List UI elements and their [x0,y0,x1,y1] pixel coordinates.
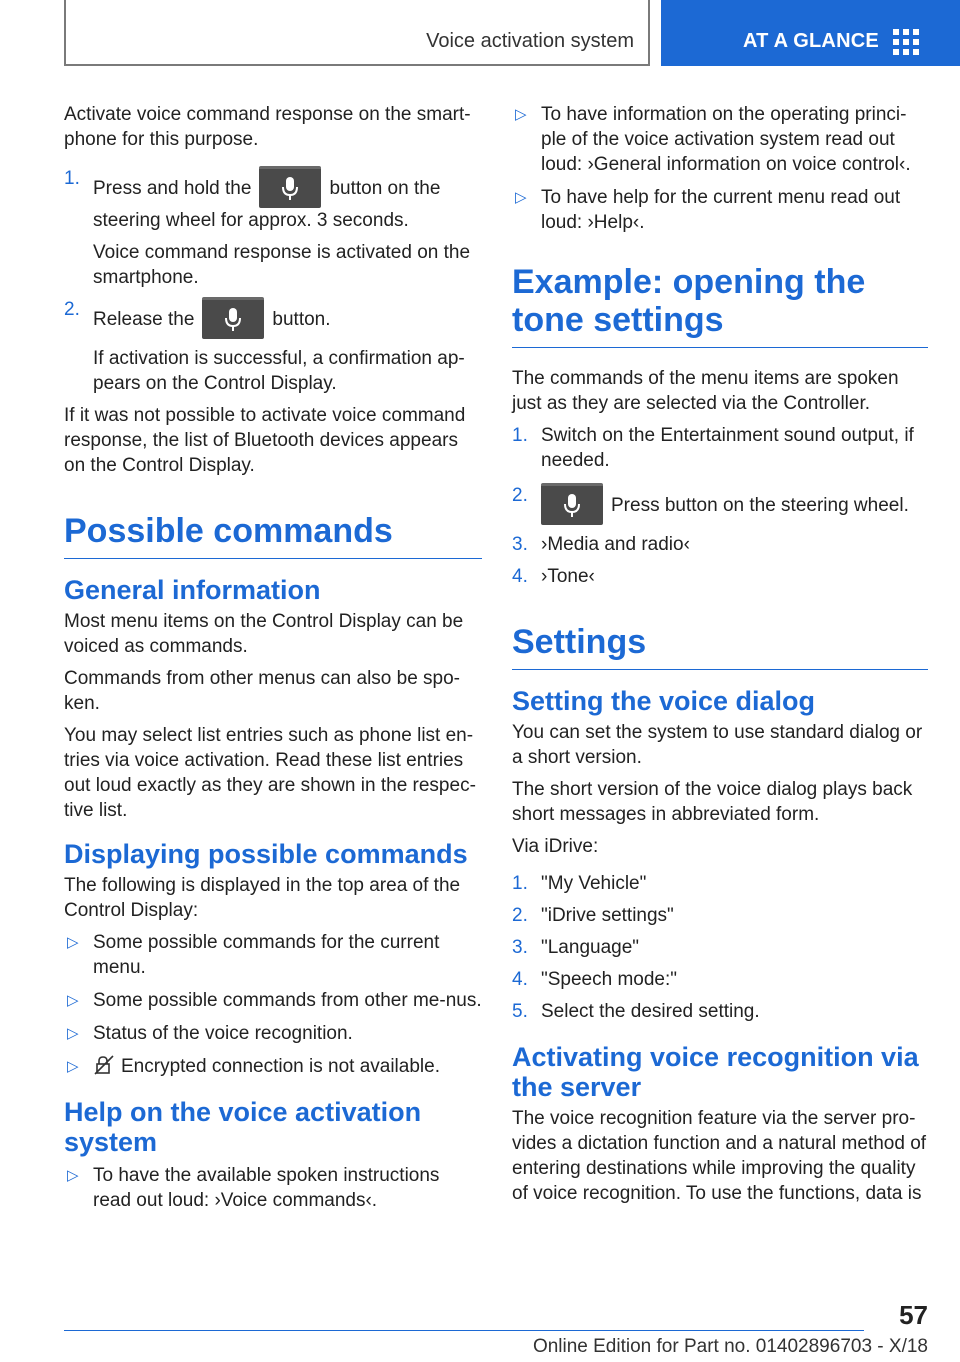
header-chapter-title: AT A GLANCE [743,30,879,52]
page-number: 57 [899,1300,928,1330]
step-text-cont: button. [272,309,331,330]
heading-general-information: General information [64,575,321,605]
triangle-bullet-icon: ▷ [67,934,79,951]
dialog-step: 1. "My Vehicle" [512,873,647,894]
example-step: 1. Switch on the Entertainment sound output, if needed. [512,425,914,471]
step-number: 2. [64,299,80,320]
step-text: Release the [93,309,195,330]
dialog-step: 4. "Speech mode:" [512,969,678,990]
footer-edition: Online Edition for Part no. 01402896703 - X/18 [532,1336,928,1357]
dialog-step: 3. "Language" [512,937,640,958]
left-column [64,102,482,1221]
dialog-text-3: Via iDrive: [512,836,599,857]
example-text: The commands of the menu items are spoken just as they are selected via the Controller. [512,368,899,414]
bullet-item: ▷ To have the available spoken instructions read out loud: ›Voice commands‹. [67,1165,440,1211]
right-column [512,102,928,1213]
step-result: Voice command response is activated on the smartphone. [93,242,471,288]
general-text-3: You may select list entries such as phone list en-tries via voice activation. Read these list entries out loud exactly as they are shown in the respec-tive list. [64,725,476,821]
example-step: 2. Press button on the steering wheel. [512,483,928,525]
step-text-cont: button on the steering wheel for approx. 3 seconds. [93,178,441,231]
header-section-tab [64,0,650,66]
triangle-bullet-icon: ▷ [67,992,79,1009]
step-text: Press and hold the [93,178,252,199]
bullet-item: ▷ Some possible commands from other me-nus. [67,990,482,1011]
step-result: If activation is successful, a confirmation ap-pears on the Control Display. [93,348,465,394]
header-section-title: Voice activation system [426,30,634,52]
triangle-bullet-icon: ▷ [515,106,527,123]
microphone-button-icon [202,297,264,339]
bullet-item: ▷ To have help for the current menu read out loud: ›Help‹. [515,187,901,233]
heading-voice-recognition-server: Activating voice recognition via the server [512,1042,919,1102]
heading-possible-commands: Possible commands [64,512,482,559]
encryption-off-icon [93,1054,115,1076]
triangle-bullet-icon: ▷ [67,1167,79,1184]
dialog-step: 5. Select the desired setting. [512,1001,760,1022]
triangle-bullet-icon: ▷ [67,1025,79,1042]
dialog-step: 2. "iDrive settings" [512,905,674,926]
heading-example-tone-settings: Example: opening the tone settings [512,263,928,348]
example-step: 3. ›Media and radio‹ [512,534,690,555]
dialog-text-2: The short version of the voice dialog plays back short messages in abbreviated form. [512,779,913,825]
grid-menu-icon[interactable] [893,29,919,55]
triangle-bullet-icon: ▷ [515,189,527,206]
heading-displaying-commands: Displaying possible commands [64,839,468,869]
bullet-item: ▷ Some possible commands for the current menu. [67,932,440,978]
general-text-2: Commands from other menus can also be spo-ken. [64,668,461,714]
microphone-button-icon [541,483,603,525]
bullet-item: ▷ To have information on the operating princi-ple of the voice activation system read out loud: ›General information on voice control‹. [515,104,911,175]
general-text-1: Most menu items on the Control Display can be voiced as commands. [64,611,464,657]
triangle-bullet-icon: ▷ [67,1058,79,1075]
bullet-item: ▷ Encrypted connection is not available. [67,1056,440,1077]
header-chapter-tab[interactable] [661,0,960,66]
step-number: 1. [64,168,80,189]
example-step: 4. ›Tone‹ [512,566,595,587]
displaying-text: The following is displayed in the top area of the Control Display: [64,875,461,921]
step-1 [64,166,482,290]
heading-setting-voice-dialog: Setting the voice dialog [512,686,816,716]
step-2 [64,297,482,396]
intro-text: Activate voice command response on the smart-phone for this purpose. [64,104,471,150]
heading-settings: Settings [512,623,928,670]
fail-text: If it was not possible to activate voice command response, the list of Bluetooth devices appears on the Control Display. [64,405,466,476]
bullet-item: ▷ Status of the voice recognition. [67,1023,353,1044]
microphone-button-icon [259,166,321,208]
server-text: The voice recognition feature via the server pro-vides a dictation function and a natural method of entering destinations while improving the quality of voice recognition. To use the functions, data is [512,1108,927,1204]
dialog-text-1: You can set the system to use standard dialog or a short version. [512,722,923,768]
footer-divider [64,1330,864,1331]
heading-help-voice-activation: Help on the voice activation system [64,1097,422,1157]
